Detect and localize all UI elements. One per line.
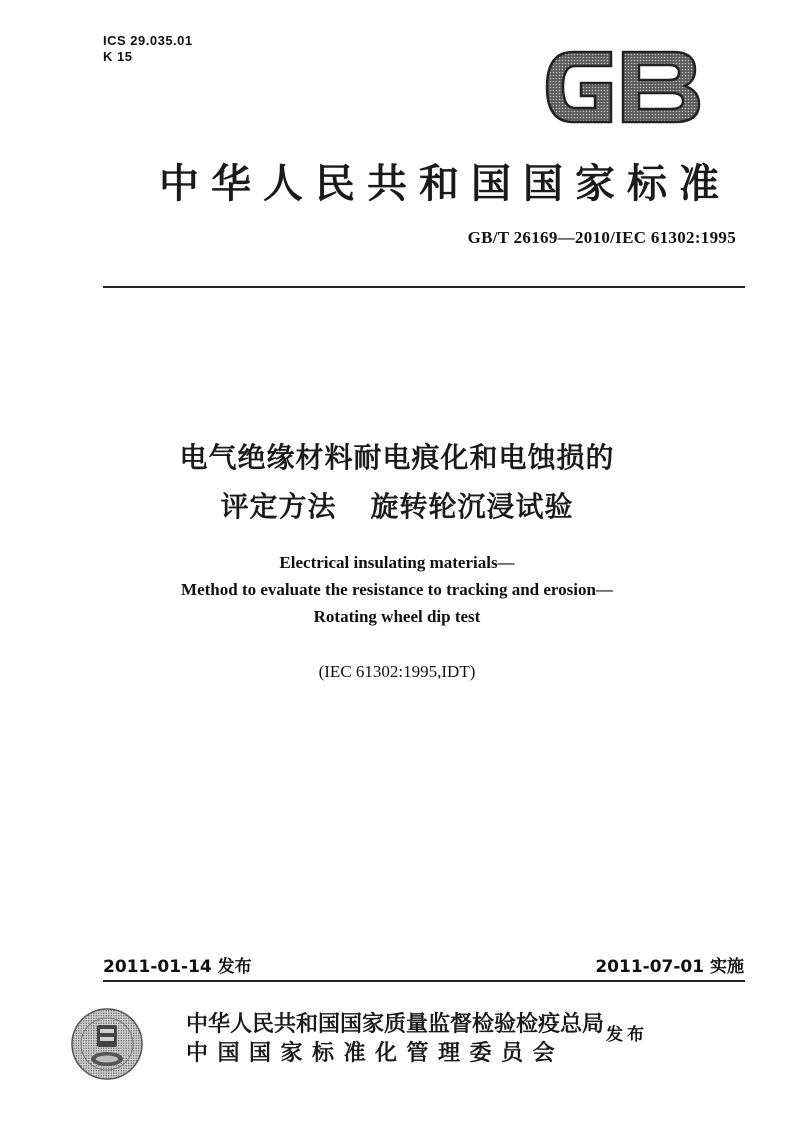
- standard-code: GB/T 26169—2010/IEC 61302:1995: [467, 228, 736, 247]
- top-divider: [103, 286, 745, 288]
- issuer-sac: 中国国家标准化管理委员会: [186, 1041, 565, 1066]
- ics-code: ICS 29.035.01: [103, 33, 193, 48]
- bottom-divider: [103, 980, 745, 982]
- gb-logo: [543, 50, 703, 124]
- title-cn-line1: 电气绝缘材料耐电痕化和电蚀损的: [179, 441, 615, 474]
- title-en-line2: Method to evaluate the resistance to tracking and erosion—: [181, 580, 613, 599]
- official-seal-icon: [70, 1007, 144, 1081]
- title-cn-line2-part2: 旋转轮沉浸试验: [370, 490, 574, 523]
- implementation-date: 2011-07-01 实施: [595, 957, 744, 977]
- equivalence-note: (IEC 61302:1995,IDT): [318, 662, 476, 681]
- issue-date: 2011-01-14 发布: [103, 957, 252, 977]
- issuer-aqsiq: 中华人民共和国国家质量监督检验检疫总局: [186, 1012, 605, 1037]
- publish-label: 发布: [606, 1025, 648, 1045]
- title-cn-line2: [0, 485, 794, 525]
- classification-codes: [103, 33, 193, 65]
- title-en-line3: Rotating wheel dip test: [313, 607, 481, 626]
- title-en-line1: Electrical insulating materials—: [279, 553, 515, 572]
- ccs-code: K 15: [103, 49, 133, 64]
- title-cn-line2-part1: 评定方法: [220, 490, 337, 523]
- national-standard-name: 中华人民共和国国家标准: [159, 161, 731, 207]
